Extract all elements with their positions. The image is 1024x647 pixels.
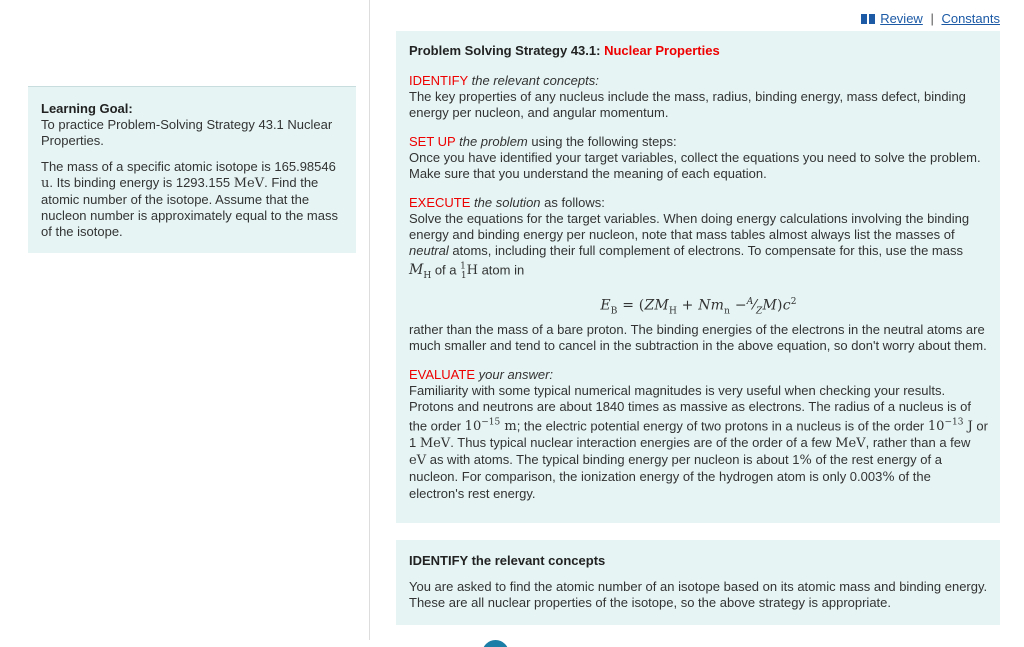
strategy-title: Problem Solving Strategy 43.1: Nuclear Properties bbox=[409, 43, 720, 58]
hint-button-icon[interactable] bbox=[482, 640, 509, 647]
top-links bbox=[861, 11, 1000, 26]
review-link[interactable]: Review bbox=[880, 11, 923, 26]
identify-step-title: IDENTIFY the relevant concepts bbox=[409, 553, 606, 568]
learning-goal-title: Learning Goal: bbox=[41, 101, 133, 116]
identify-section: IDENTIFY the relevant concepts: The key properties of any nucleus include the mass, radius, binding energy, mass defect, binding energy per nucleon, and angular momentum. bbox=[409, 73, 966, 120]
setup-section: SET UP the problem using the following steps: Once you have identified your target variables, collect the equations you need to solve the problem. Make sure that you understand the meaning of each equation. bbox=[409, 134, 981, 181]
book-icon bbox=[861, 14, 875, 24]
problem-statement: The mass of a specific atomic isotope is 165.98546 u. Its binding energy is 1293.155 MeV. Find the atomic number of the isotope. Assume that the nucleon number is approximately equal to the mass of the isotope. bbox=[41, 159, 338, 239]
binding-energy-equation: $E_B = (ZM_H + Nm_n$ $-^A⁄_ZM)c^2$ bbox=[600, 297, 797, 317]
identify-step-body: You are asked to find the atomic number of an isotope based on its atomic mass and binding energy. These are all nuclear properties of the isotope, so the above strategy is appropriate. bbox=[409, 579, 988, 610]
evaluate-section: EVALUATE your answer: Familiarity with some typical numerical magnitudes is very useful when checking your results. Protons and neutrons are about 1840 times as massive as electrons. The radius of a nucleus is of the order $10^{-15}$ m; the electric potential energy of two protons in a nucleus is of the order $10^{-13}$ J or 1 MeV. Thus typical nuclear interaction energies are of the order of a few MeV, rather than a few eV as with atoms. The typical binding energy per nucleon is about 1% of the rest energy of a nucleon. For comparison, the ionization energy of the hydrogen atom is only 0.003% of the electron's rest energy. bbox=[409, 366, 988, 501]
strategy-box bbox=[396, 31, 1000, 523]
separator: | bbox=[930, 11, 934, 26]
execute-section: EXECUTE the solution as follows: Solve the equations for the target variables. When doing energy calculations involving the binding energy and binding energy per nucleon, note that mass tables almost always list the masses of neutral atoms, including their full complement of electrons. To compensate for this, use the mass $M_H$ of a $^1_1$H atom in $E_B = (ZM_H + Nm_n$ $-^A⁄_ZM)c^2$ rather than the mass of a bare proton. The binding energies of the electrons in the neutral atoms are much smaller and tend to cancel in the subtraction in the above equation, so don't worry about them. bbox=[409, 195, 987, 353]
constants-link[interactable]: Constants bbox=[941, 11, 1000, 26]
learning-goal-text: To practice Problem-Solving Strategy 43.1 Nuclear Properties. bbox=[41, 117, 333, 148]
identify-step-box bbox=[396, 540, 1000, 625]
learning-goal-box bbox=[28, 86, 356, 253]
left-pane bbox=[0, 0, 370, 640]
